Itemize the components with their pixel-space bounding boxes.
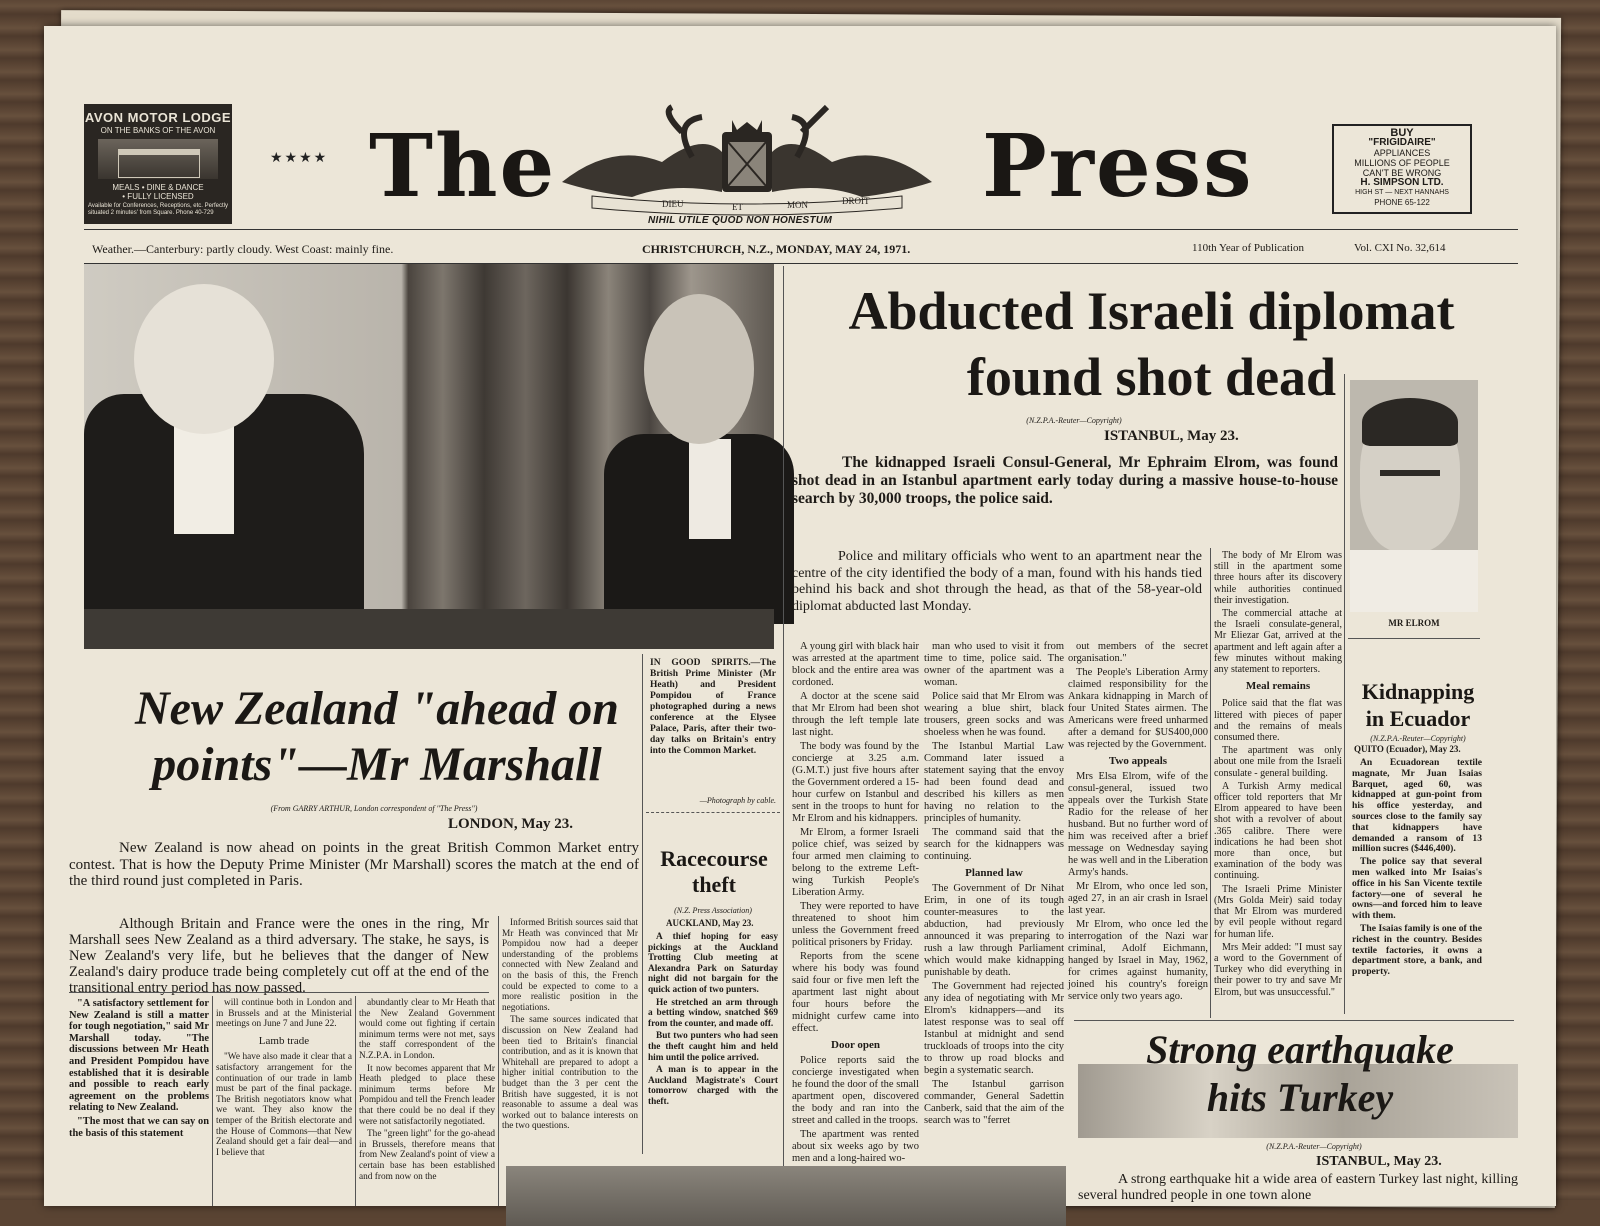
quake-credit: (N.Z.P.A.-Reuter—Copyright) bbox=[1266, 1142, 1362, 1151]
racecourse-body bbox=[648, 932, 778, 1158]
photo-table bbox=[84, 609, 774, 649]
paragraph: "The most that we can say on the basis of this statement bbox=[69, 1115, 209, 1139]
subhead-meal-remains: Meal remains bbox=[1245, 680, 1311, 693]
ear-advert-frigidaire bbox=[1332, 124, 1472, 214]
nz-city: LONDON, May 23. bbox=[448, 816, 573, 832]
nz-headline-line2: points"—Mr Marshall bbox=[152, 738, 602, 791]
main-column-c bbox=[1068, 641, 1208, 1021]
quake-headline-line2: hits Turkey bbox=[1206, 1075, 1394, 1120]
crest-motto-dieu: DIEU bbox=[662, 199, 684, 209]
year-of-publication: 110th Year of Publication bbox=[1192, 242, 1305, 254]
paragraph: "We have also made it clear that a satisfactory arrangement for the continuation of our trade in lamb must be part of the final package. The British negotiators know what we want. They also know the temper of the British electorate and the House of Commons—that New Zealand should get a fair deal—and I believe that bbox=[216, 1052, 352, 1158]
paragraph: The Isaias family is one of the richest in the country. Besides textile factories, it owns a department store, a bank, and property. bbox=[1352, 922, 1482, 978]
nz-credit: (From GARRY ARTHUR, London correspondent of "The Press") bbox=[270, 804, 478, 813]
paragraph: The commercial attache at the Israeli consulate-general, Mr Eliezar Gat, arrived at the apartment and left again after a few minutes without making any statement to reporters. bbox=[1214, 608, 1342, 676]
photo-credit: —Photograph by cable. bbox=[699, 796, 776, 805]
newspaper-front-page bbox=[44, 26, 1556, 1206]
ear-advert-title: AVON MOTOR LODGE bbox=[84, 110, 232, 125]
main-column-b bbox=[924, 641, 1064, 1126]
edition-stars: ★★★★ bbox=[270, 151, 329, 166]
subhead-lamb-trade: Lamb trade bbox=[258, 1034, 310, 1047]
ear-advert-line1: MEALS • DINE & DANCE bbox=[112, 183, 204, 192]
paragraph: Informed British sources said that Mr Heath was convinced that Mr Pompidou now had a deeper understanding of the problems connected with New Zealand and on the basis of this, the French could be expected to come to a more realistic position in the negotiations. bbox=[502, 918, 638, 1013]
paragraph: Mr Elrom, who once led son, aged 27, in an air crash in Israel last year. bbox=[1068, 881, 1208, 916]
paragraph: The police say that several men walked into Mr Isaias's office in his San Vicente textile factory—one of several he owns—and forced him to leave with them. bbox=[1352, 856, 1482, 922]
nz-lead: New Zealand is now ahead on points in the great British Common Market entry contest. That is how the Deputy Prime Minister (Mr Marshall) scores the match at the end of the third round just completed in Paris. bbox=[69, 840, 639, 889]
masthead-rule-top bbox=[84, 229, 1518, 230]
photo-elrom-hair bbox=[1362, 398, 1458, 446]
paragraph: Police said that Mr Elrom was wearing a blue shirt, black trousers, green socks and was shoeless when he was found. bbox=[924, 691, 1064, 738]
column-divider bbox=[1344, 374, 1345, 1014]
kidnap-headline bbox=[1350, 678, 1486, 732]
paragraph: man who used to visit it from time to time, police said. The owner of the apartment was a woman. bbox=[924, 641, 1064, 688]
ear-right-line7: HIGH ST — NEXT HANNAHS bbox=[1355, 189, 1449, 196]
column-divider bbox=[498, 916, 499, 1206]
paragraph: A doctor at the scene said that Mr Elrom had been shot through the left temple late last night. bbox=[792, 691, 919, 738]
main-column-d bbox=[1214, 550, 1342, 1020]
kidnap-city: QUITO (Ecuador), May 23. bbox=[1354, 744, 1461, 754]
quake-city: ISTANBUL, May 23. bbox=[1316, 1154, 1442, 1169]
kidnap-credit: (N.Z.P.A.-Reuter—Copyright) bbox=[1370, 734, 1466, 743]
crest-motto-mon: MON bbox=[787, 200, 809, 210]
photo-bottom-partial bbox=[506, 1166, 1066, 1226]
paragraph: He stretched an arm through a betting window, snatched $69 from the counter, and made off. bbox=[648, 997, 778, 1029]
main-credit: (N.Z.P.A.-Reuter—Copyright) bbox=[1026, 416, 1122, 425]
quake-lead: A strong earthquake hit a wide area of eastern Turkey last night, killing several hundred people in one town alone bbox=[1078, 1172, 1518, 1203]
main-headline-line2: found shot dead bbox=[966, 347, 1337, 407]
racecourse-headline bbox=[644, 846, 784, 898]
quake-headline bbox=[1084, 1026, 1516, 1122]
paragraph: The People's Liberation Army claimed responsibility for the Ankara kidnapping in March of four United States airmen. The Americans were freed unharmed after a demand for $US400,000 was rejected by the Government. bbox=[1068, 667, 1208, 750]
ear-advert-fine-print: Available for Conferences, Receptions, etc. Perfectly situated 2 minutes' from Square. Phone 40-729 bbox=[88, 203, 228, 216]
paragraph: will continue both in London and in Brussels and at the Ministerial meetings on June 7 and June 22. bbox=[216, 998, 352, 1030]
paragraph: The Government had rejected any idea of negotiating with Mr Elrom's kidnappers—and its latest response was to seal off Istanbul at midnight and send truckloads of troops into the city to throw up road blocks and begin a systematic search. bbox=[924, 981, 1064, 1076]
racecourse-city: AUCKLAND, May 23. bbox=[666, 918, 754, 928]
volume-number: Vol. CXI No. 32,614 bbox=[1354, 242, 1446, 254]
paragraph: The same sources indicated that discussion on New Zealand had been tied to Britain's financial contribution, and as it is known that Whitehall are prepared to adopt a higher initial contribution to the budget than the 3 per cent the British have suggested, it is not reasonable to assume a deal was worked out to balance interests on the two questions. bbox=[502, 1015, 638, 1132]
paragraph: Reports from the scene where his body was found said four or five men left the apartment last night about four hours before the midnight curfew came into effect. bbox=[792, 951, 919, 1034]
column-divider bbox=[642, 654, 643, 1154]
photo-figure-pompidou-shirt bbox=[689, 439, 731, 539]
column-divider bbox=[783, 266, 784, 1206]
photo-figure-pompidou-head bbox=[644, 294, 754, 444]
paragraph: The apartment was rented about six weeks ago by two men and a long-haired wo- bbox=[792, 1129, 919, 1164]
paragraph: Mrs Elsa Elrom, wife of the consul-general, issued two appeals over the Turkish State Radio for the release of her husband. But no further word of him was received after a brief message on Wednesday saying he was well and in the Liberation Army's hands. bbox=[1068, 771, 1208, 878]
nz-column-c bbox=[359, 998, 495, 1206]
crest-motto-droit: DROIT bbox=[842, 196, 870, 206]
main-city: ISTANBUL, May 23. bbox=[1104, 428, 1239, 444]
main-para2: Police and military officials who went to an apartment near the centre of the city identified the body of a man, found with his hands tied behind his back and shot through the head, as that of the 58-year-old diplomat abducted last Monday. bbox=[792, 549, 1202, 614]
paragraph: The "green light" for the go-ahead in Brussels, therefore means that from New Zealand's point of view a certain base has been established and from now on the bbox=[359, 1129, 495, 1182]
masthead-title-press: Press bbox=[982, 116, 1254, 217]
photo-elrom-shirt bbox=[1350, 550, 1478, 612]
section-rule bbox=[69, 992, 489, 993]
column-divider bbox=[355, 996, 356, 1206]
photo-elrom-brow bbox=[1380, 470, 1440, 482]
nz-headline bbox=[74, 681, 680, 793]
ear-right-line8: PHONE 65-122 bbox=[1374, 198, 1430, 207]
subhead-planned-law: Planned law bbox=[965, 867, 1023, 879]
paragraph: The Istanbul garrison commander, General Sadettin Canberk, said that the aim of the search was to "ferret bbox=[924, 1079, 1064, 1126]
paragraph: The Government of Dr Nihat Erim, in one of its tough counter-measures to the abduction, had previously announced it was preparing to rush a law through Parliament which would make kidnapping punishable by death. bbox=[924, 883, 1064, 978]
paragraph: Mr Elrom, who once led the interrogation of the Nazi war criminal, Adolf Eichmann, hanged by Israel in May, 1962, for crimes against humanity, joined his country's foreign service only two years ago. bbox=[1068, 919, 1208, 1002]
ear-advert-subtitle: ON THE BANKS OF THE AVON bbox=[100, 126, 216, 135]
photo-heath-pompidou bbox=[84, 264, 774, 649]
paragraph: Police said that the flat was littered with pieces of paper and the remains of meals consumed there. bbox=[1214, 698, 1342, 744]
paragraph: out members of the secret organisation." bbox=[1068, 641, 1208, 664]
ear-right-line5: CAN'T BE WRONG bbox=[1362, 168, 1442, 178]
ear-right-line6: H. SIMPSON LTD. bbox=[1360, 177, 1444, 188]
paragraph: Police reports said the concierge investigated when he found the door of the small apartment open, discovered the body and ran into the street and called in the troops. bbox=[792, 1055, 919, 1126]
dateline: CHRISTCHURCH, N.Z., MONDAY, MAY 24, 1971. bbox=[642, 242, 911, 256]
nz-column-b bbox=[216, 998, 352, 1206]
section-rule bbox=[1074, 1020, 1514, 1021]
nz-para2: Although Britain and France were the ones in the ring, Mr Marshall sees New Zealand as a third adversary. The stake, he says, is New Zealand's very life, but he believes that the danger of New Zealand's dairy produce trade being completely cut off at the end of the transitional entry period has now passed. bbox=[69, 916, 489, 996]
paragraph: abundantly clear to Mr Heath that the New Zealand Government would come out fighting if certain minimum terms were not met, says the staff correspondent of the N.Z.P.A. in London. bbox=[359, 998, 495, 1061]
paragraph: Mrs Meir added: "I must say a word to the Government of Turkey who did everything in their power to try and save Mr Elrom, but was unsuccessful." bbox=[1214, 941, 1342, 998]
kidnap-headline-line1: Kidnapping bbox=[1361, 679, 1475, 704]
main-column-a bbox=[792, 641, 919, 1164]
paragraph: An Ecuadorean textile magnate, Mr Juan Isaias Barquet, aged 60, was kidnapped at gun-point from his office yesterday, and sources close to the family say that kidnappers have demanded a ransom of 13 million sucres ($446,400). bbox=[1352, 757, 1482, 855]
paragraph: But two punters who had seen the theft caught him and held him until the police arrived. bbox=[648, 1031, 778, 1063]
paragraph: The body was found by the concierge at 3.25 a.m. (G.M.T.) just five hours after the Government ordered a 15-hour curfew on Istanbul and sent in the troops to hunt for Mr Elrom and his kidnappers. bbox=[792, 741, 919, 824]
paragraph: They were reported to have threatened to shoot him unless the Government freed political prisoners by Friday. bbox=[792, 901, 919, 948]
ear-advert-line2: • FULLY LICENSED bbox=[122, 192, 194, 201]
crest-motto-et: ET bbox=[732, 202, 743, 212]
paragraph: A thief hoping for easy pickings at the Auckland Trotting Club meeting at Alexandra Park on Saturday night did not bargain for the quick action of two punters. bbox=[648, 932, 778, 995]
column-divider bbox=[212, 996, 213, 1206]
photo-caption: IN GOOD SPIRITS.—The British Prime Minister (Mr Heath) and President Pompidou of France photographed during a news conference at the Elysee Palace, Paris, after their two-day talks on Britain's entry into the Common Market. bbox=[650, 658, 776, 756]
royal-coat-of-arms-icon bbox=[552, 112, 942, 212]
paragraph: The command said that the search for the kidnappers was continuing. bbox=[924, 827, 1064, 862]
paragraph: The Israeli Prime Minister (Mrs Golda Meir) said today that Mr Elrom was murdered by evil people without regard for human life. bbox=[1214, 883, 1342, 940]
paragraph: A young girl with black hair was arrested at the apartment block and the entire area was cordoned. bbox=[792, 641, 919, 688]
subhead-two-appeals: Two appeals bbox=[1108, 755, 1168, 767]
photo-figure-heath-shirt bbox=[174, 424, 234, 534]
racecourse-headline-line2: theft bbox=[692, 872, 736, 897]
kidnap-headline-line2: in Ecuador bbox=[1365, 706, 1471, 731]
paragraph: A Turkish Army medical officer told reporters that Mr Elrom appeared to have been shot with a revolver of about .365 calibre. There were indications he had been shot more than once, but examination of the body was continuing. bbox=[1214, 780, 1342, 882]
paragraph: The body of Mr Elrom was still in the apartment some three hours after its discovery while authorities continued their investigation. bbox=[1214, 550, 1342, 606]
ear-right-line1: BUY bbox=[1390, 127, 1414, 139]
photo-figure-heath-head bbox=[134, 284, 274, 434]
ear-right-line4: MILLIONS OF PEOPLE bbox=[1354, 158, 1450, 168]
subhead-door-open: Door open bbox=[831, 1039, 880, 1051]
paragraph: The apartment was only about one mile from the Israeli consulate - general building. bbox=[1214, 745, 1342, 779]
paragraph: A man is to appear in the Auckland Magistrate's Court tomorrow charged with the theft. bbox=[648, 1065, 778, 1107]
ear-advert-avon-motor-lodge bbox=[84, 104, 232, 224]
paragraph: "A satisfactory settlement for New Zealand is still a matter for tough negotiation," said Mr Marshall today. "The discussions between Mr Heath and President Pompidou have established that it is desirable and possible to reach early agreement on the problems relating to New Zealand. bbox=[69, 998, 209, 1114]
section-rule bbox=[646, 812, 780, 813]
quake-headline-line1: Strong earthquake bbox=[1146, 1027, 1454, 1072]
photo-elrom bbox=[1350, 380, 1478, 612]
ear-right-line3: APPLIANCES bbox=[1373, 148, 1431, 158]
nz-column-d bbox=[502, 918, 638, 1158]
masthead-title-the: The bbox=[369, 116, 557, 217]
weather-line: Weather.—Canterbury: partly cloudy. West Coast: mainly fine. bbox=[92, 242, 394, 256]
kidnap-body bbox=[1352, 758, 1482, 1018]
main-headline-line1: Abducted Israeli diplomat bbox=[848, 281, 1455, 341]
racecourse-headline-line1: Racecourse bbox=[660, 846, 768, 871]
main-lead: The kidnapped Israeli Consul-General, Mr Ephraim Elrom, was found shot dead in an Istanbul apartment early today during a massive house-to-house search by 30,000 troops, the police said. bbox=[792, 454, 1338, 507]
ear-right-line2: "FRIGIDAIRE" bbox=[1368, 137, 1436, 148]
elrom-caption: MR ELROM bbox=[1388, 618, 1440, 628]
column-divider bbox=[1210, 548, 1211, 1018]
racecourse-credit: (N.Z. Press Association) bbox=[674, 906, 752, 915]
paragraph: The Istanbul Martial Law Command later issued a statement saying that the envoy had been found dead and described his killers as men having no relation to the principles of humanity. bbox=[924, 741, 1064, 824]
nz-headline-line1: New Zealand "ahead on bbox=[135, 682, 619, 735]
paragraph: It now becomes apparent that Mr Heath pledged to place these minimum terms before Mr Pompidou and tell the French leader that there could be no deal if they were not satisfactorily negotiated. bbox=[359, 1063, 495, 1127]
section-rule bbox=[1348, 638, 1480, 639]
nz-column-a bbox=[69, 998, 209, 1206]
paragraph: Mr Elrom, a former Israeli police chief, was seized by four armed men claiming to belong to the extreme Left-wing Turkish People's Liberation Army. bbox=[792, 827, 919, 898]
motor-lodge-illustration bbox=[98, 139, 218, 179]
masthead-motto: NIHIL UTILE QUOD NON HONESTUM bbox=[648, 215, 833, 226]
